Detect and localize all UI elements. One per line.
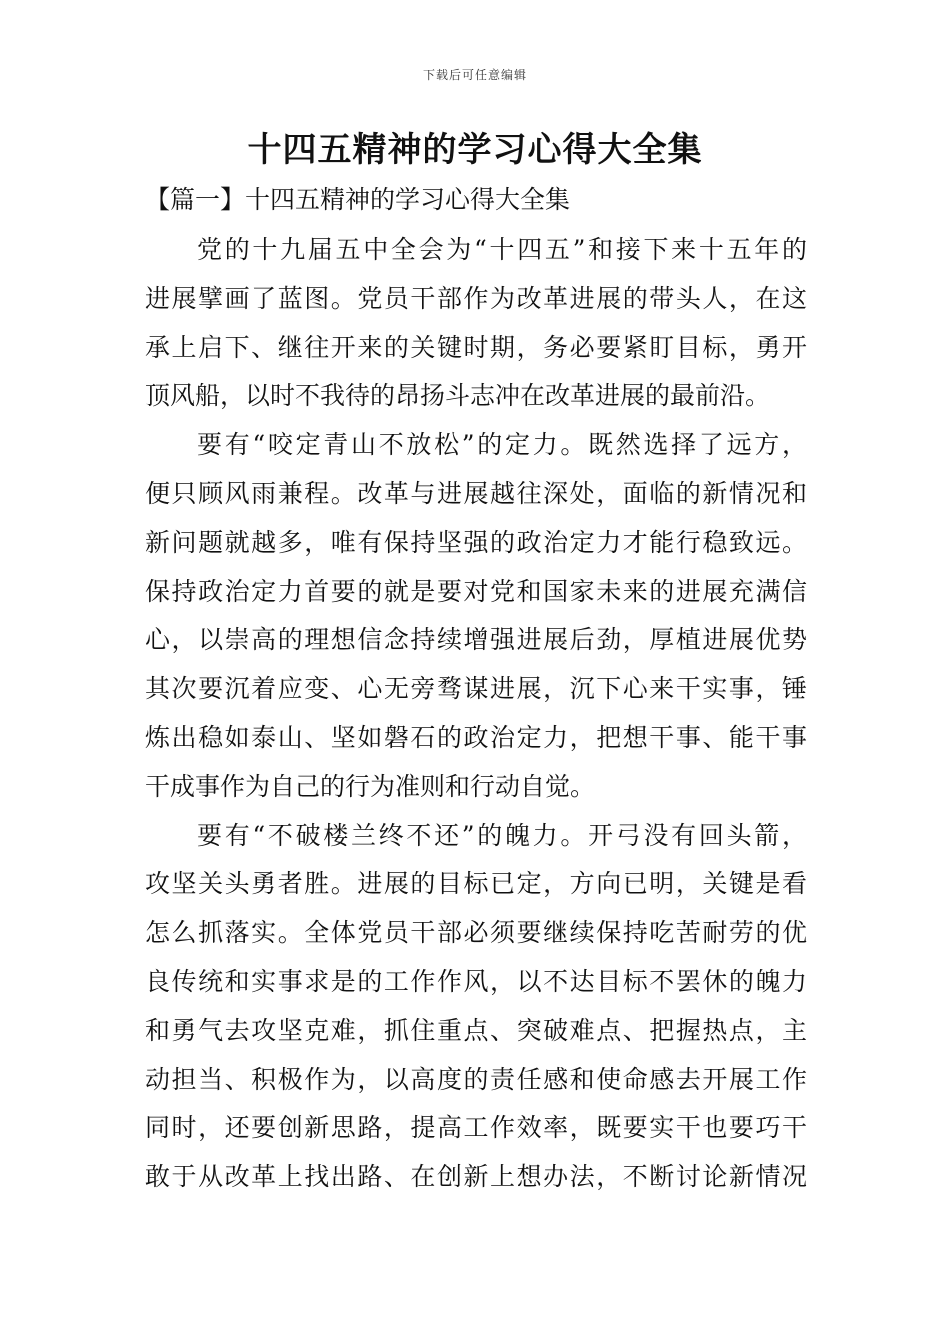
text-line: 新问题就越多，唯有保持坚强的政治定力才能行稳致远。 <box>145 527 807 557</box>
text-line: 攻坚关头勇者胜。进展的目标已定，方向已明，关键是看 <box>145 869 807 899</box>
body-text <box>145 226 807 1202</box>
text-line: 其次要沉着应变、心无旁骛谋进展，沉下心来干实事，锤 <box>145 674 807 704</box>
text-line: 要有“不破楼兰终不还”的魄力。开弓没有回头箭， <box>197 820 807 850</box>
text-line: 和勇气去攻坚克难，抓住重点、突破难点、把握热点，主 <box>145 1015 807 1045</box>
text-line: 承上启下、继往开来的关键时期，务必要紧盯目标，勇开 <box>145 332 807 362</box>
text-line: 干成事作为自己的行为准则和行动自觉。 <box>145 771 596 801</box>
text-line: 进展擘画了蓝图。党员干部作为改革进展的带头人，在这 <box>145 283 807 313</box>
text-line: 敢于从改革上找出路、在创新上想办法，不断讨论新情况 <box>145 1162 807 1192</box>
text-line: 要有“咬定青山不放松”的定力。既然选择了远方， <box>197 430 807 460</box>
paragraph-2 <box>145 421 807 811</box>
text-line: 顶风船，以时不我待的昂扬斗志冲在改革进展的最前沿。 <box>145 381 771 411</box>
text-line: 良传统和实事求是的工作作风，以不达目标不罢休的魄力 <box>145 966 807 996</box>
text-line: 党的十九届五中全会为“十四五”和接下来十五年的 <box>197 235 807 264</box>
paragraph-3 <box>145 812 807 1202</box>
text-line: 保持政治定力首要的就是要对党和国家未来的进展充满信 <box>145 576 807 606</box>
text-line: 怎么抓落实。全体党员干部必须要继续保持吃苦耐劳的优 <box>145 918 807 948</box>
text-line: 同时，还要创新思路，提高工作效率，既要实干也要巧干 <box>145 1113 807 1143</box>
section-heading: 【篇一】十四五精神的学习心得大全集 <box>145 185 571 214</box>
text-line: 动担当、积极作为，以高度的责任感和使命感去开展工作 <box>145 1064 807 1094</box>
header-note: 下载后可任意编辑 <box>422 68 527 82</box>
document-title: 十四五精神的学习心得大全集 <box>247 130 703 170</box>
text-line: 便只顾风雨兼程。改革与进展越往深处，面临的新情况和 <box>145 478 807 508</box>
paragraph-1 <box>145 226 807 421</box>
text-line: 心，以崇高的理想信念持续增强进展后劲，厚植进展优势 <box>145 625 807 655</box>
text-line: 炼出稳如泰山、坚如磐石的政治定力，把想干事、能干事 <box>145 722 807 752</box>
